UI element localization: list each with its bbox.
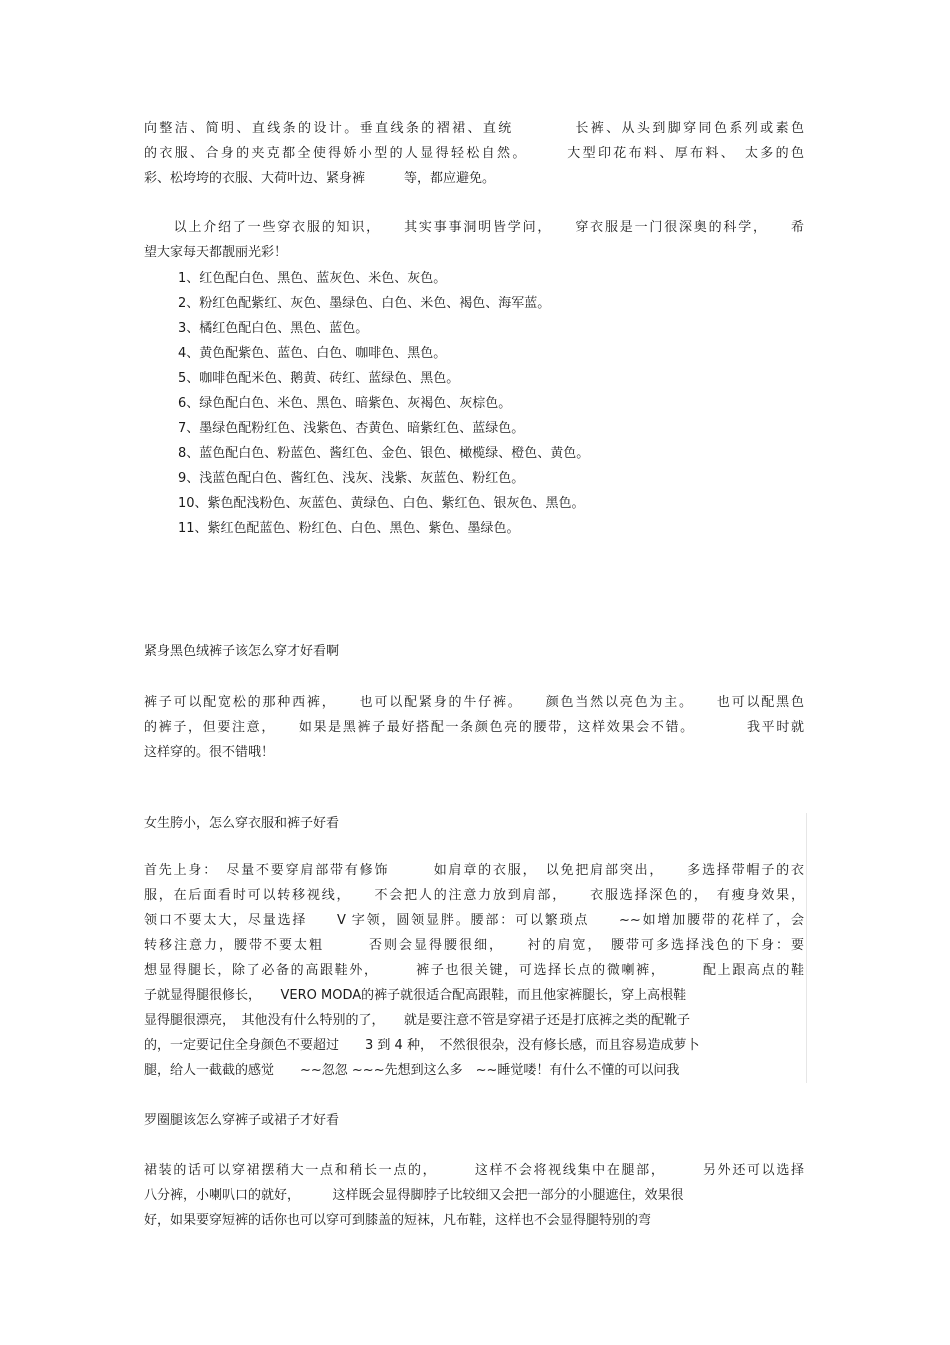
text-line: 彩、松垮垮的衣服、大荷叶边、紧身裤 等，都应避免。: [144, 171, 496, 186]
text-line: 转移注意力，腰带不要太粗 否则会显得腰很细， 衬的肩宽， 腰带可多选择浅色的下身：要: [144, 938, 804, 953]
list-item: 9、浅蓝色配白色、酱红色、浅灰、浅紫、灰蓝色、粉红色。: [178, 471, 525, 486]
text-line: 的，一定要记住全身颜色不要超过 3 到 4 种， 不然很很杂，没有修长感，而且容易造成萝卜: [144, 1038, 700, 1053]
text-line: 八分裤，小喇叭口的就好， 这样既会显得脚脖子比较细又会把一部分的小腿遮住，效果很: [144, 1188, 684, 1203]
text-line: 腿，给人一截截的感觉 ~~忽忽 ~~~先想到这么多 ~~睡觉喽！有什么不懂的可以问我: [144, 1063, 680, 1078]
question-title-narrow-hips: 女生胯小，怎么穿衣服和裤子好看: [144, 816, 340, 831]
list-item: 3、橘红色配白色、黑色、蓝色。: [178, 321, 369, 336]
text-line: 这样穿的。很不错哦！: [144, 745, 275, 760]
text-line: 领口不要太大，尽量选择 V 字领，圆领显胖。腰部：可以繁琐点 ~~如增加腰带的花样了，会: [144, 913, 804, 928]
list-item: 11、紫红色配蓝色、粉红色、白色、黑色、紫色、墨绿色。: [178, 521, 520, 536]
paragraph-clothing-advice: [144, 116, 804, 191]
text-line: 子就显得腿很修长， VERO MODA的裤子就很适合配高跟鞋，而且他家裤腿长，穿上高根鞋: [144, 988, 687, 1003]
list-item: 6、绿色配白色、米色、黑色、暗紫色、灰褐色、灰棕色。: [178, 396, 512, 411]
text-line: 想显得腿长，除了必备的高跟鞋外， 裤子也很关键，可选择长点的微喇裤， 配上跟高点的鞋: [144, 963, 804, 978]
list-item: 5、咖啡色配米色、鹅黄、砖红、蓝绿色、黑色。: [178, 371, 460, 386]
text-line: 显得腿很漂亮， 其他没有什么特别的了， 就是要注意不管是穿裙子还是打底裤之类的配靴子: [144, 1013, 691, 1028]
list-item: 10、紫色配浅粉色、灰蓝色、黄绿色、白色、紫红色、银灰色、黑色。: [178, 496, 585, 511]
list-item: 2、粉红色配紫红、灰色、墨绿色、白色、米色、褐色、海军蓝。: [178, 296, 551, 311]
list-item: 8、蓝色配白色、粉蓝色、酱红色、金色、银色、橄榄绿、橙色、黄色。: [178, 446, 590, 461]
color-matching-list: [178, 266, 778, 541]
question-title-bow-legs: 罗圈腿该怎么穿裤子或裙子才好看: [144, 1113, 340, 1128]
text-line: 裤子可以配宽松的那种西裤， 也可以配紧身的牛仔裤。 颜色当然以亮色为主。 也可以配黑色: [144, 695, 804, 710]
text-line: 望大家每天都靓丽光彩！: [144, 245, 288, 260]
text-line: 的衣服、合身的夹克都全使得娇小型的人显得轻松自然。 大型印花布料、厚布料、 太多的色: [144, 146, 804, 161]
list-item: 4、黄色配紫色、蓝色、白色、咖啡色、黑色。: [178, 346, 447, 361]
text-line: 的裤子，但要注意， 如果是黑裤子最好搭配一条颜色亮的腰带，这样效果会不错。 我平时就: [144, 720, 804, 735]
quote-border: [806, 813, 807, 1083]
text-line: 向整洁、简明、直线条的设计。垂直线条的褶裙、直统 长裤、从头到脚穿同色系列或素色: [144, 121, 804, 136]
list-item: 7、墨绿色配粉红色、浅紫色、杏黄色、暗紫红色、蓝绿色。: [178, 421, 525, 436]
answer-narrow-hips: [144, 858, 804, 1083]
text-line: 首先上身： 尽量不要穿肩部带有修饰 如肩章的衣服， 以免把肩部突出， 多选择带帽子的衣: [144, 863, 804, 878]
text-line: 好，如果要穿短裤的话你也可以穿可到膝盖的短袜，凡布鞋，这样也不会显得腿特别的弯: [144, 1213, 652, 1228]
paragraph-intro: [144, 215, 804, 265]
text-line: 裙装的话可以穿裙摆稍大一点和稍长一点的， 这样不会将视线集中在腿部， 另外还可以选择: [144, 1163, 804, 1178]
text-line: 以上介绍了一些穿衣服的知识， 其实事事洞明皆学问， 穿衣服是一门很深奥的科学， 希: [144, 220, 804, 235]
answer-bow-legs: [144, 1158, 804, 1233]
text-line: 服，在后面看时可以转移视线， 不会把人的注意力放到肩部， 衣服选择深色的， 有瘦身效果，: [144, 888, 804, 903]
question-title-black-pants: 紧身黑色绒裤子该怎么穿才好看啊: [144, 644, 340, 659]
answer-black-pants: [144, 690, 804, 765]
list-item: 1、红色配白色、黑色、蓝灰色、米色、灰色。: [178, 271, 447, 286]
